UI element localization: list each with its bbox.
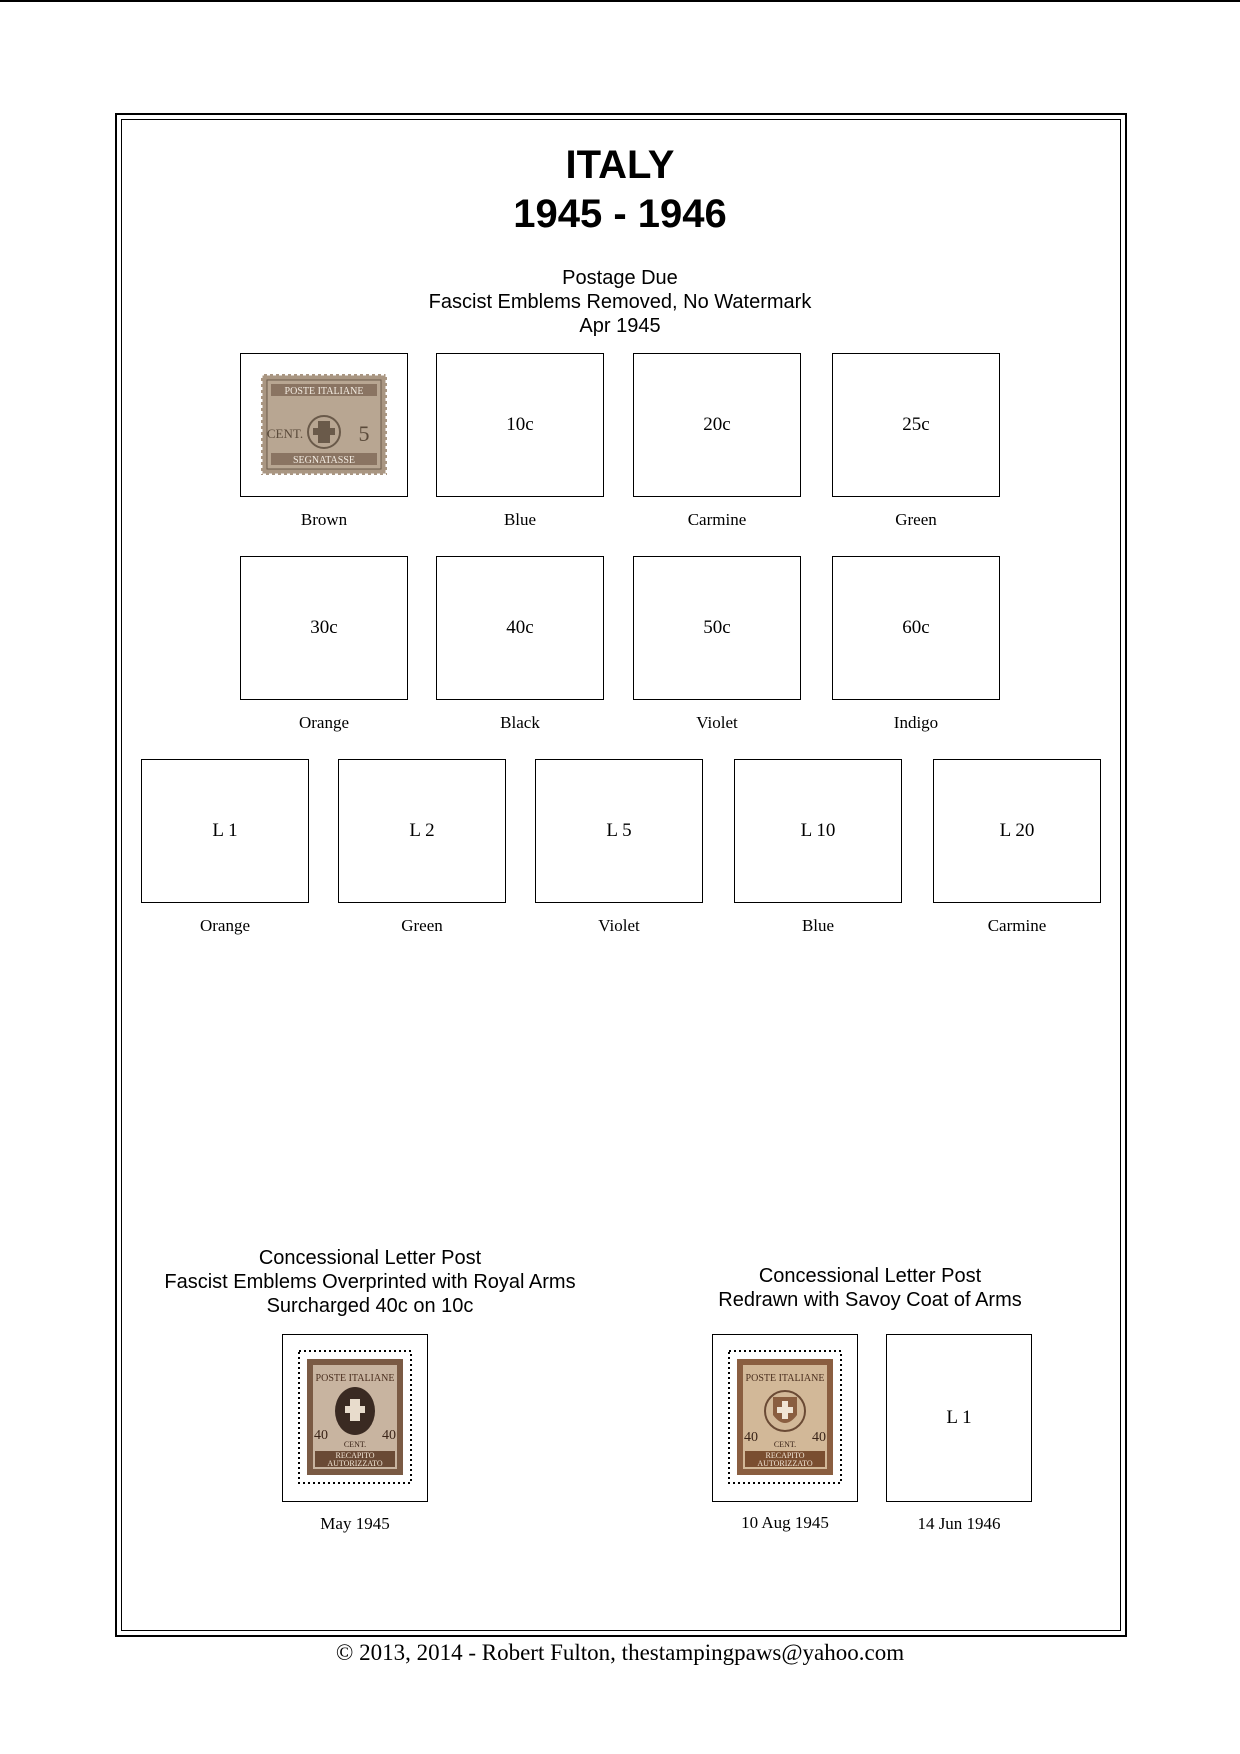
section1-heading-line: Postage Due [562, 267, 678, 289]
stamp-cent-text: CENT. [343, 1440, 367, 1449]
section1-heading-line: Fascist Emblems Removed, No Watermark [428, 291, 812, 313]
stamp-cent-text: CENT. [266, 426, 304, 441]
top-rule [0, 0, 1240, 2]
stamp-box [436, 556, 604, 700]
stamp-box [282, 1334, 428, 1502]
stamp-box [633, 556, 801, 700]
stamp-denomination: L 2 [409, 820, 435, 841]
stamp-denomination: L 20 [999, 820, 1035, 841]
stamp-denomination: 25c [902, 414, 930, 435]
stamp-box [633, 353, 801, 497]
stamp-denomination: 50c [703, 617, 731, 638]
stamp-color-caption: Green [401, 916, 443, 935]
stamp-color-caption: Blue [801, 916, 835, 935]
stamp-denomination: L 10 [800, 820, 836, 841]
stamp-color-caption: Green [895, 510, 937, 529]
stamp-box [832, 556, 1000, 700]
stamp-color-caption: Violet [696, 713, 738, 732]
stamp-bottom-text: SEGNATASSE [293, 455, 355, 466]
stamp-color-caption: Black [500, 713, 540, 732]
stamp-bottom-text: RECAPITO [335, 1451, 375, 1460]
stamp-bottom-text: RECAPITO [765, 1451, 805, 1460]
stamp-denomination: 30c [310, 617, 338, 638]
section2-heading-line: Surcharged 40c on 10c [266, 1295, 474, 1317]
concessional-stamp-savoy-image [713, 1335, 856, 1500]
section2-heading-line: Fascist Emblems Overprinted with Royal Arms [164, 1271, 576, 1293]
stamp-color-caption: Violet [598, 916, 640, 935]
concessional-stamp-overprinted-image [283, 1335, 426, 1500]
stamp-top-text: POSTE ITALIANE [315, 1373, 395, 1384]
stamp-cent-text: CENT. [773, 1440, 797, 1449]
stamp-box [886, 1334, 1032, 1502]
section1-heading [300, 266, 940, 338]
stamp-value-text: 5 [358, 421, 370, 446]
stamp-color-caption: Indigo [893, 713, 939, 732]
copyright-footer: © 2013, 2014 - Robert Fulton, thestampingpaws@yahoo.com [335, 1640, 905, 1665]
stamp-denomination: 40c [506, 617, 534, 638]
stamp-box [240, 556, 408, 700]
stamp-denomination: L 1 [212, 820, 238, 841]
stamp-box [712, 1334, 858, 1502]
stamp-date-caption: 10 Aug 1945 [741, 1513, 829, 1532]
stamp-top-text: POSTE ITALIANE [284, 386, 364, 397]
stamp-bottom-text: AUTORIZZATO [757, 1459, 813, 1468]
stamp-date-caption: May 1945 [320, 1514, 390, 1533]
stamp-value-right: 40 [382, 1428, 396, 1443]
stamp-denomination: L 1 [946, 1407, 972, 1428]
section3-heading-line: Concessional Letter Post [758, 1265, 982, 1287]
stamp-denomination: 60c [902, 617, 930, 638]
page-title: ITALY [565, 143, 675, 187]
stamp-color-caption: Orange [298, 713, 350, 732]
stamp-color-caption: Orange [199, 916, 251, 935]
stamp-box [734, 759, 902, 903]
stamp-top-text: POSTE ITALIANE [745, 1373, 825, 1384]
stamp-bottom-text: AUTORIZZATO [327, 1459, 383, 1468]
stamp-color-caption: Blue [503, 510, 537, 529]
stamp-box [338, 759, 506, 903]
stamp-value-left: 40 [314, 1428, 328, 1443]
stamp-box [535, 759, 703, 903]
stamp-denomination: L 5 [606, 820, 632, 841]
stamp-box [933, 759, 1101, 903]
stamp-color-caption: Carmine [987, 916, 1047, 935]
stamp-value-left: 40 [744, 1430, 758, 1445]
stamp-color-caption: Carmine [687, 510, 747, 529]
stamp-box [141, 759, 309, 903]
stamp-box [240, 353, 408, 497]
section3-heading-line: Redrawn with Savoy Coat of Arms [718, 1289, 1022, 1311]
stamp-date-caption: 14 Jun 1946 [917, 1514, 1001, 1533]
postage-due-stamp-image [241, 354, 406, 495]
section1-heading-line: Apr 1945 [579, 315, 661, 337]
section3-heading [680, 1264, 1060, 1312]
stamp-denomination: 20c [703, 414, 731, 435]
stamp-value-right: 40 [812, 1430, 826, 1445]
section2-heading [130, 1246, 610, 1318]
page-years: 1945 - 1946 [513, 192, 727, 236]
stamp-denomination: 10c [506, 414, 534, 435]
section2-heading-line: Concessional Letter Post [258, 1247, 482, 1269]
stamp-box [832, 353, 1000, 497]
stamp-box [436, 353, 604, 497]
stamp-color-caption: Brown [300, 510, 348, 529]
